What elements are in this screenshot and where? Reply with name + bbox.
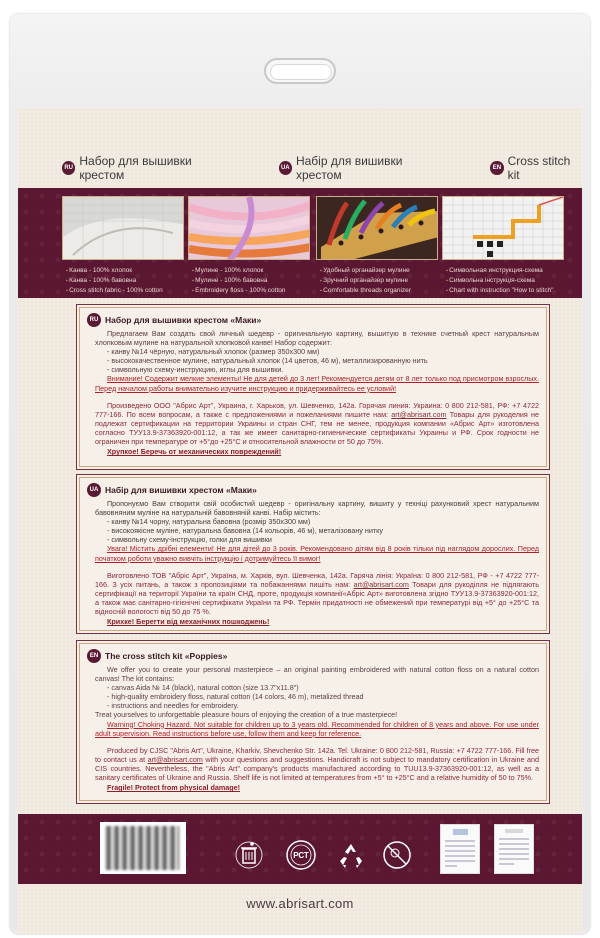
ru-badge: RU: [87, 313, 101, 327]
en-warning: Warning! Choking Hazard. Not suitable for children up to 3 years old. Recommended for children of 8 years and above. For use under adult supervision. Read instructions before use, follow them and keep for reference.: [95, 719, 539, 738]
panel-ru: [76, 304, 550, 470]
language-title-row: [18, 150, 582, 186]
ua-badge: UA: [279, 161, 292, 175]
feature-line: ▪ Зручний органайзер мулине: [320, 276, 450, 286]
en-intro: We offer you to create your personal masterpiece – an original painting embroidered with natural cotton floss on a natural cotton canvas! The kit contains:: [95, 665, 539, 684]
en-item: - canvas Aida № 14 (black), natural cotton (size 13.7"x11.8"): [107, 683, 299, 693]
en-badge: EN: [87, 649, 101, 663]
panel-en-title: The cross stitch kit «Poppies»: [105, 651, 228, 661]
ua-fragile: Крихке! Берегти від механічних пошкоджень!: [107, 617, 270, 627]
ua-intro: Пропонуємо Вам створити свій особистий шедевр - оригінальну картину, вишиту у техніці рахунковий хрест натуральним бавовняним муліне на натуральній бавовняній канві. Набір містить:: [95, 499, 539, 518]
panel-en: [76, 640, 550, 804]
feature-line: ▪ Cross stitch fabric - 100% cotton: [66, 286, 196, 296]
feature-line: ▪ Embroidery floss - 100% cotton: [192, 286, 322, 296]
ua-item: - символьну схему-інструкцію, голки для вишивки: [107, 535, 272, 545]
en-fragile: Fragile! Protect from physical damage!: [107, 783, 241, 793]
feature-line: ▪ Мулине - 100% бавовна: [192, 276, 322, 286]
feature-list-organizer: [320, 266, 450, 296]
feature-line: ▪ Канва - 100% бавовна: [66, 276, 196, 286]
certification-mark-icon: [284, 838, 318, 872]
ua-item: - високоякісне муліне, натуральна бавовна (14 кольорів, 46 м), металізовану нитку: [107, 526, 383, 536]
feature-line: ▪ Comfortable threads organizer: [320, 286, 450, 296]
title-ua: [279, 154, 445, 182]
ru-warning: Внимание! Содержит мелкие элементы! Не для детей до 3 лет! Рекомендуется детям от 8 лет только под присмотром взрослых. Перед началом работы внимательно изучите инструкцию и придерживайтесь ее условий!: [95, 374, 539, 393]
panel-en-head: [87, 649, 549, 663]
en-producer-post: with your questions and suggestions. Handicraft is not subject to mandatory certification in Ukraine and CIS countries. Nevertheless, the "Abris Art" company's products manufactured according to TUU13.9-37363920-001:12, as well as a sanitary certificates of Ukraine and Russia. Shelf life is not limited at temperatures from +5° to +25°C and a relative humidity of 50 to 75%.: [95, 754, 540, 783]
embroidery-floss-photo: [188, 196, 310, 260]
ua-producer-pre: Виготовлено ТОВ "Абріс Арт", Україна, м. Харків, вул. Шевченка, 142а. Гаряча лінія: Україна: 0 800 212-581, РФ - +7 4722 777-166. З усіх питань, а також з пропозиціями та побажаннями пишіть нам:: [95, 570, 539, 589]
ru-producer-pre: Произведено ООО "Абрис Арт", Украина, г. Харьков, ул. Шевченко, 142а. Горячая линия: Украина: 0 800 212-581, РФ: +7 4722 777-166. По всем вопросам, а также с предложениями и пожеланиями пишите нам:: [95, 400, 539, 419]
feature-line: ▪ Мулине - 100% хлопок: [192, 266, 322, 276]
en-item: - high-quality embroidery floss, natural cotton (14 colors, 46 m), metalized thread: [107, 692, 364, 702]
ua-item: - канву №14 чорну, натуральна бавовна (розмір 350х300 мм): [107, 517, 311, 527]
russia-certificate-image: [494, 824, 534, 874]
trash-bin-icon: [232, 838, 266, 872]
en-badge: EN: [490, 161, 503, 175]
title-ru-label: Набор для вышивки крестом: [79, 154, 192, 182]
panel-ua-body: [77, 499, 549, 632]
ua-warning: Увага! Містить дрібні елементи! Не для дітей до 3 років. Рекомендовано дітям від 8 років тільки під наглядом дорослих. Перед початком роботи уважно вивчіть інструкцію і дотримуйтесь її вимог!: [95, 544, 539, 563]
feature-line: ▪ Chart with instruction "How to stitch": [446, 286, 576, 296]
panel-ru-head: [87, 313, 549, 327]
threads-organizer-photo: [316, 196, 438, 260]
feature-line: ▪ Символьна інструкція-схема: [446, 276, 576, 286]
ua-producer: [95, 571, 539, 616]
ru-producer-post: Товары для рукоделия не подлежат сертификации на территории Украины и стран СНГ, тем не менее, продукция компании «Абрис Арт» изготовлена согласно ТУУ13.9-37363920-001:12, а так же имеет санитарно-гигиенические сертификаты Украины и РФ. Срок годности не ограничен при температуре от +5°до +25°С и относительной влажности от 50 до 75%.: [95, 409, 539, 447]
ua-email-link[interactable]: art@abrisart.com: [353, 579, 409, 589]
title-en-label: Cross stitch kit: [507, 154, 571, 182]
ru-email-link[interactable]: art@abrisart.com: [391, 409, 447, 419]
panel-ru-body: [77, 329, 549, 462]
website-url[interactable]: www.abrisart.com: [246, 896, 354, 911]
en-email-link[interactable]: art@abrisart.com: [147, 754, 203, 764]
ru-item: - канву №14 чёрную, натуральный хлопок (размер 350х300 мм): [107, 347, 320, 357]
ukraine-certificate-image: [440, 824, 480, 874]
hang-tab: [264, 58, 336, 84]
age-warning-icon: [380, 838, 414, 872]
title-en: [490, 154, 582, 182]
ru-item: - высококачественное мулине, натуральный хлопок (14 цветов, 46 м), металлизированную нить: [107, 356, 428, 366]
barcode-bars: [106, 826, 180, 870]
en-item: - instructions and needles for embroidery.: [107, 701, 239, 711]
rst-mark-label: РСТ: [293, 851, 309, 860]
ru-fragile: Хрупкое! Беречь от механических повреждений!: [107, 447, 282, 457]
pattern-chart-photo: [442, 196, 564, 260]
ua-producer-post: Товари для рукоділля не підлягають сертифікації на території України та країн СНД, проте, продукція компанії«Абріс Арт» виготовлена згідно ТУУ13.9-37363920-001:12, а також має санітарно-гігієнічні сертифікати України та РФ. Термін придатності не обмежений при температурі від +5° до +25°С та відносній вологості від 50 до 75 %.: [95, 579, 540, 617]
en-treat: Treat yourselves to unforgettable pleasure hours of enjoying the creation of a true masterpiece!: [95, 710, 398, 720]
panel-ua: [76, 474, 550, 634]
panel-ru-title: Набор для вышивки крестом «Маки»: [105, 315, 262, 325]
feature-line: ▪ Канва - 100% хлопок: [66, 266, 196, 276]
ru-intro: Предлагаем Вам создать свой личный шедевр - оригинальную картину, вышитую в технике счетный крест натуральным хлопковым мулине на натуральной хлопковой канве! Набор содержит:: [95, 329, 539, 348]
panel-en-body: [77, 665, 549, 798]
ua-badge: UA: [87, 483, 101, 497]
feature-line: ▪ Символьная инструкция-схема: [446, 266, 576, 276]
en-producer-pre: Produced by CJSC "Abris Art", Ukraine, Kharkiv, Shevchenko Str. 142a. Tel. Ukraine: 0 800 212-581, Russia: +7 4722 777-166. Fill free to contact us at: [95, 745, 539, 764]
ru-producer: [95, 401, 539, 446]
ru-badge: RU: [62, 161, 75, 175]
title-ru: [62, 154, 233, 182]
panel-ua-title: Набір для вишивки хрестом «Маки»: [105, 485, 257, 495]
feature-list-floss: [192, 266, 322, 296]
title-ua-label: Набір для вишивки хрестом: [295, 154, 403, 182]
barcode: [100, 822, 186, 874]
feature-list-canvas: [66, 266, 196, 296]
canvas-fabric-photo: [62, 196, 184, 260]
panel-ua-head: [87, 483, 549, 497]
feature-list-chart: [446, 266, 576, 296]
feature-line: ▪ Удобный органайзер мулине: [320, 266, 450, 276]
en-producer: [95, 746, 539, 782]
recycle-icon: [334, 838, 368, 872]
ru-item: - символьную схему-инструкцию, иглы для вышивки.: [107, 365, 284, 375]
